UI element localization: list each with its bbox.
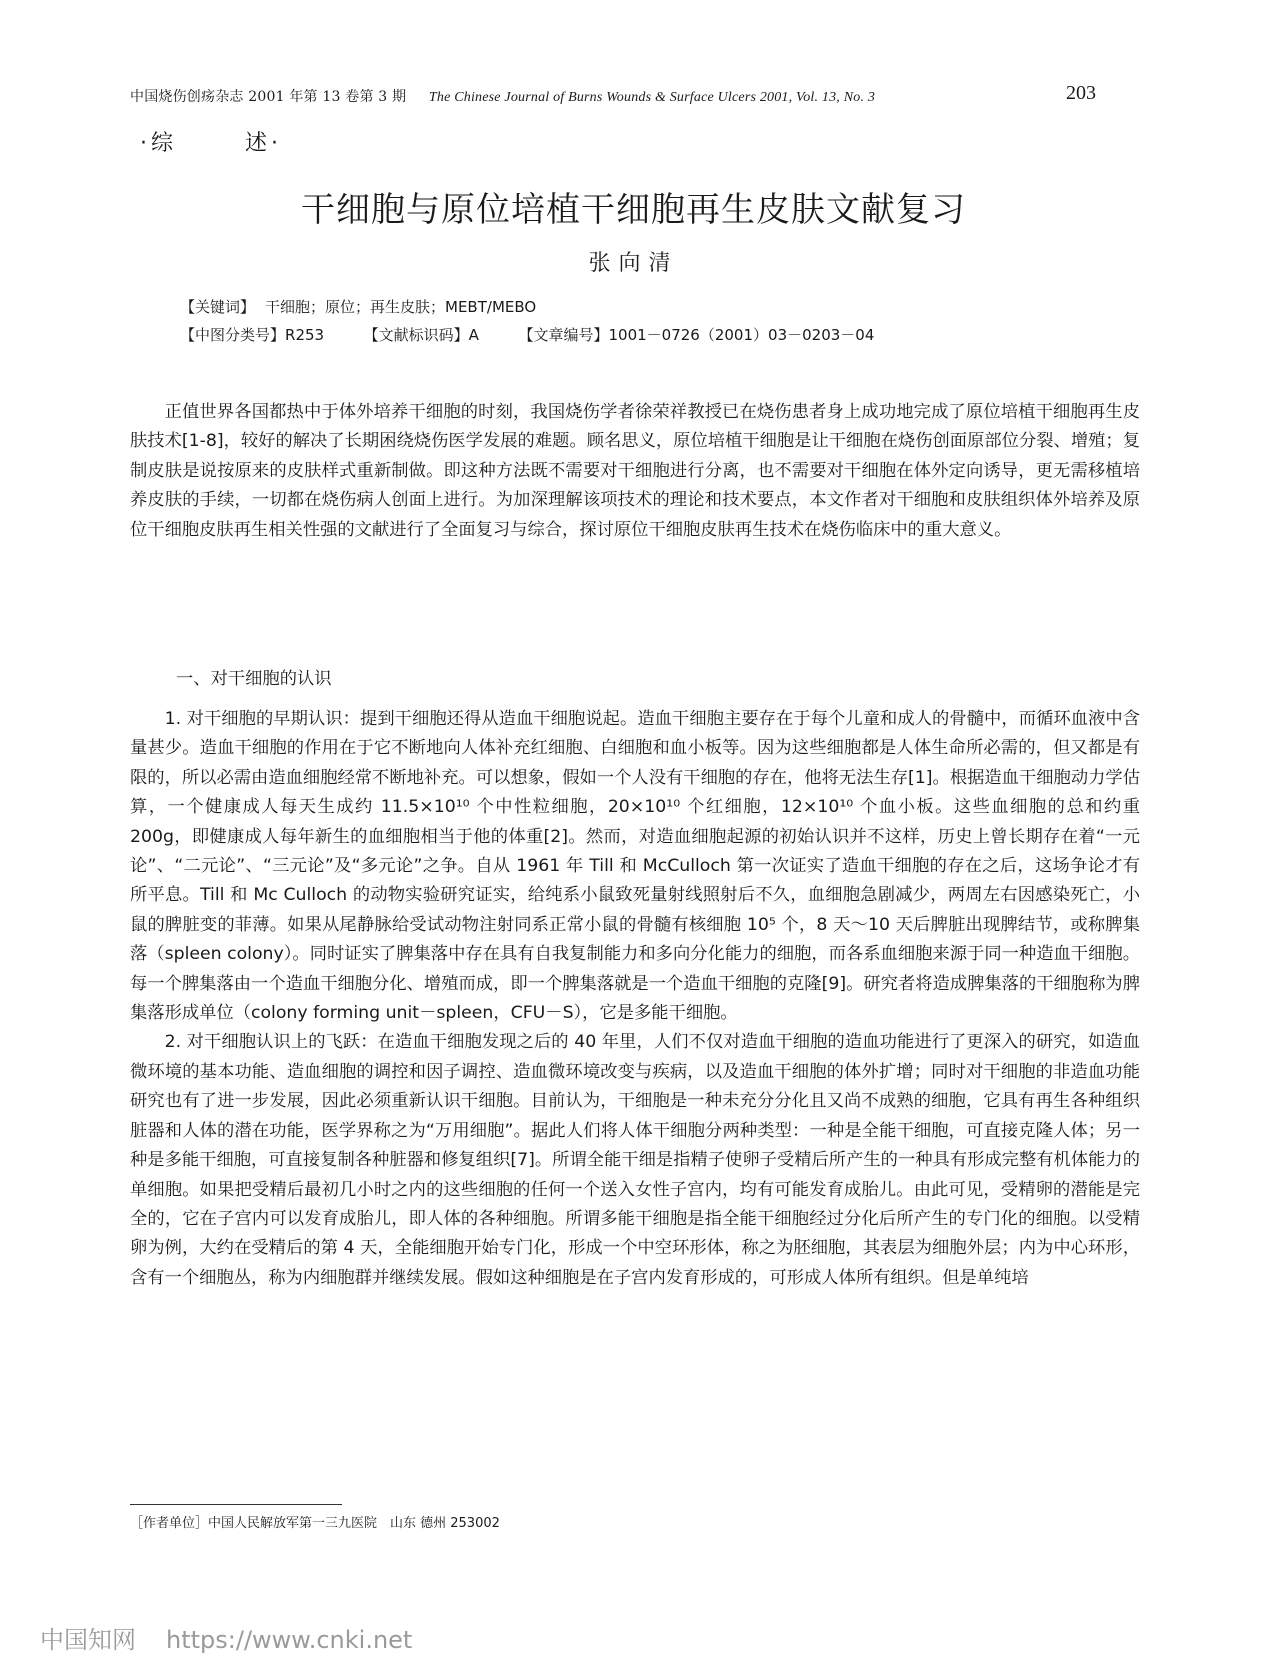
paragraph-leap-understanding: 2. 对干细胞认识上的飞跃：在造血干细胞发现之后的 40 年里，人们不仅对造血干细胞的造血功能进行了更深入的研究，如造血微环境的基本功能、造血细胞的调控和因子调控、造血微环境改变与疾病，以及造血干细胞的体外扩增；同时对干细胞的非造血功能研究也有了进一步发展，因此必须重新认识干细胞。目前认为，干细胞是一种未充分分化且又尚不成熟的细胞，它具有再生各种组织脏器和人体的潜在功能，医学界称之为“万用细胞”。据此人们将人体干细胞分两种类型：一种是全能干细胞，可直接克隆人体；另一种是多能干细胞，可直接复制各种脏器和修复组织[7]。所谓全能干细是指精子使卵子受精后所产生的一种具有形成完整有机体能力的单细胞。如果把受精后最初几小时之内的这些细胞的任何一个送入女性子宫内，均有可能发育成胎儿。由此可见，受精卵的潜能是完全的，它在子宫内可以发育成胎儿，即人体的各种细胞。所谓多能干细胞是指全能干细胞经过分化后所产生的专门化的细胞。以受精卵为例，大约在受精后的第 4 天，全能细胞开始专门化，形成一个中空环形体，称之为胚细胞，其表层为细胞外层；内为中心环形，含有一个细胞丛，称为内细胞群并继续发展。假如这种细胞是在子宫内发育形成的，可形成人体所有组织。但是单纯培 — [130, 1032, 1140, 1288]
article-number-value: 1001－0726（2001）03－0203－04 — [608, 326, 875, 344]
header-journal-cn: 中国烧伤创疡杂志 2001 年第 13 卷第 3 期 — [130, 89, 407, 105]
article-title: 干细胞与原位培植干细胞再生皮肤文献复习 — [301, 190, 966, 230]
doc-code-value: A — [468, 326, 479, 344]
section-tag-left: ·综 — [140, 131, 177, 156]
section-tag-right: 述· — [245, 131, 282, 156]
body-block — [130, 705, 1140, 1293]
section-heading: 一、对干细胞的认识 — [176, 669, 332, 689]
clc-value: R253 — [285, 326, 325, 344]
intro-paragraph: 正值世界各国都热中于体外培养干细胞的时刻，我国烧伤学者徐荣祥教授已在烧伤患者身上成功地完成了原位培植干细胞再生皮肤技术[1-8]，较好的解决了长期困绕烧伤医学发展的难题。顾名思义，原位培植干细胞是让干细胞在烧伤创面原部位分裂、增殖；复制皮肤是说按原来的皮肤样式重新制做。即这种方法既不需要对干细胞进行分离，也不需要对干细胞在体外定向诱导，更无需移植培养皮肤的手续，一切都在烧伤病人创面上进行。为加深理解该项技术的理论和技术要点，本文作者对干细胞和皮肤组织体外培养及原位干细胞皮肤再生相关性强的文献进行了全面复习与综合，探讨原位干细胞皮肤再生技术在烧伤临床中的重大意义。 — [130, 402, 1140, 540]
header-journal-en: The Chinese Journal of Burns Wounds & Surface Ulcers 2001, Vol. 13, No. 3 — [428, 90, 876, 105]
classification-line — [180, 324, 874, 345]
author-affiliation: ［作者单位］中国人民解放军第一三九医院 山东 德州 253002 — [130, 1516, 500, 1531]
clc-label: 【中图分类号】 — [180, 326, 286, 344]
keywords-label: 【关键词】 — [180, 298, 256, 316]
watermark-url: https://www.cnki.net — [166, 1626, 413, 1654]
section-tag — [140, 126, 282, 157]
footnote-rule — [130, 1504, 342, 1505]
article-author: 张向清 — [588, 251, 679, 276]
watermark-brand: 中国知网 — [40, 1626, 136, 1654]
intro-block — [130, 398, 1140, 545]
page-number: 203 — [1066, 82, 1096, 104]
keywords-line — [180, 296, 536, 317]
running-header — [130, 86, 875, 106]
cnki-watermark — [40, 1620, 412, 1655]
paragraph-early-understanding: 1. 对干细胞的早期认识：提到干细胞还得从造血干细胞说起。造血干细胞主要存在于每个儿童和成人的骨髓中，而循环血液中含量甚少。造血干细胞的作用在于它不断地向人体补充红细胞、白细胞和血小板等。因为这些细胞都是人体生命所必需的，但又都是有限的，所以必需由造血细胞经常不断地补充。可以想象，假如一个人没有干细胞的存在，他将无法生存[1]。根据造血干细胞动力学估算，一个健康成人每天生成约 11.5×10¹⁰ 个中性粒细胞，20×10¹⁰ 个红细胞，12×10¹⁰ 个血小板。这些血细胞的总和约重 200g，即健康成人每年新生的血细胞相当于他的体重[2]。然而，对造血细胞起源的初始认识并不这样，历史上曾长期存在着“一元论”、“二元论”、“三元论”及“多元论”之争。自从 1961 年 Till 和 McCulloch 第一次证实了造血干细胞的存在之后，这场争论才有所平息。Till 和 Mc Culloch 的动物实验研究证实，给纯系小鼠致死量射线照射后不久，血细胞急剧减少，两周左右因感染死亡，小鼠的脾脏变的菲薄。如果从尾静脉给受试动物注射同系正常小鼠的骨髓有核细胞 10⁵ 个，8 天～10 天后脾脏出现脾结节，或称脾集落（spleen colony）。同时证实了脾集落中存在具有自我复制能力和多向分化能力的细胞，而各系血细胞来源于同一种造血干细胞。每一个脾集落由一个造血干细胞分化、增殖而成，即一个脾集落就是一个造血干细胞的克隆[9]。研究者将造成脾集落的干细胞称为脾集落形成单位（colony forming unit－spleen，CFU－S），它是多能干细胞。 — [130, 709, 1140, 1024]
article-number-label: 【文章编号】 — [518, 326, 609, 344]
keywords-value: 干细胞；原位；再生皮肤；MEBT/MEBO — [265, 298, 537, 316]
doc-code-label: 【文献标识码】 — [363, 326, 469, 344]
